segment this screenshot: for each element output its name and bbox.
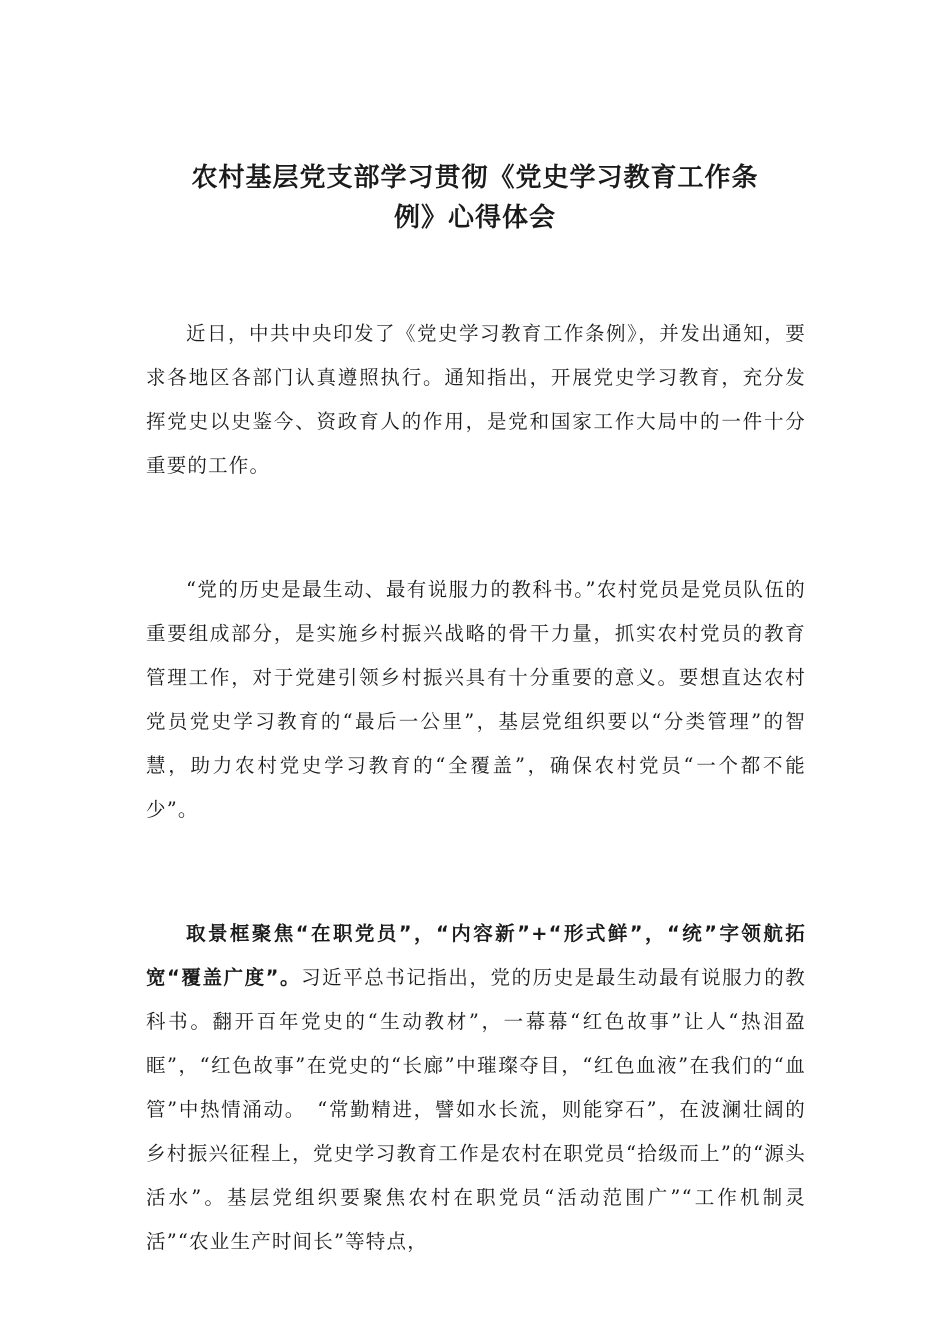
title-line-2: 例》心得体会: [393, 203, 556, 233]
paragraph-3-body: 习近平总书记指出，党的历史是最生动最有说服力的教科书。翻开百年党史的“生动教材”，一幕幕“红色故事”让人“热泪盈眶”，“红色故事”在党史的“长廊”中璀璨夺目，“红色血液”在我们的“血管”中热情涌动。 “常勤精进，譬如水长流，则能穿石”，在波澜壮阔的乡村振兴征程上，党史学习教育工作是农村在职党员“拾级而上”的“源头活水”。基层党组织要聚焦农村在职党员“活动范围广”“工作机制灵活”“农业生产时间长”等特点，: [146, 966, 806, 1253]
title-line-1: 农村基层党支部学习贯彻《党史学习教育工作条: [191, 163, 759, 193]
document-title: [145, 158, 805, 238]
paragraph-3-lead: 取景框聚焦“在职党员”，“内容新”+“形式鲜”，“统”字领航拓宽“覆盖广度”。: [146, 922, 806, 989]
paragraph-1: 近日，中共中央印发了《党史学习教育工作条例》，并发出通知，要求各地区各部门认真遵照执行。通知指出，开展党史学习教育，充分发挥党史以史鉴今、资政育人的作用，是党和国家工作大局中的一件十分重要的工作。: [146, 322, 806, 477]
paragraph-2: “党的历史是最生动、最有说服力的教科书。”农村党员是党员队伍的重要组成部分，是实施乡村振兴战略的骨干力量，抓实农村党员的教育管理工作，对于党建引领乡村振兴具有十分重要的意义。要想直达农村党员党史学习教育的“最后一公里”，基层党组织要以“分类管理”的智慧，助力农村党史学习教育的“全覆盖”，确保农村党员“一个都不能少”。: [146, 578, 806, 821]
paragraph-3: [146, 912, 806, 1264]
